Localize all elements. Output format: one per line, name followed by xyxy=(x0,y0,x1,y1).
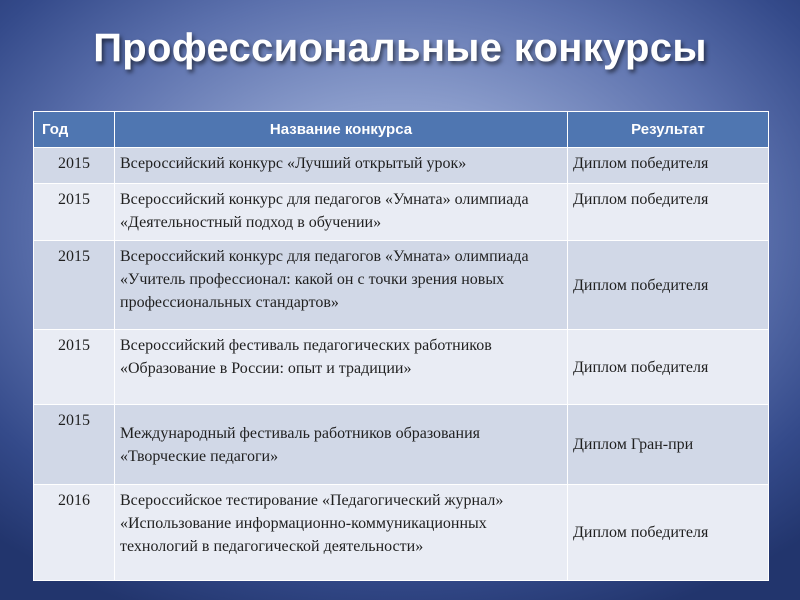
cell-competition-name: Всероссийский фестиваль педагогических работников «Образование в России: опыт и традиции» xyxy=(115,330,568,405)
cell-result: Диплом победителя xyxy=(568,184,769,241)
cell-result: Диплом победителя xyxy=(568,148,769,184)
table-row xyxy=(34,241,769,330)
cell-result: Диплом Гран-при xyxy=(568,405,769,485)
cell-year: 2016 xyxy=(34,485,115,581)
header-competition-name: Название конкурса xyxy=(115,112,568,148)
cell-competition-name: Международный фестиваль работников образования «Творческие педагоги» xyxy=(115,405,568,485)
header-year: Год xyxy=(34,112,115,148)
table-row xyxy=(34,485,769,581)
cell-year: 2015 xyxy=(34,241,115,330)
table-row xyxy=(34,330,769,405)
cell-year: 2015 xyxy=(34,148,115,184)
cell-result: Диплом победителя xyxy=(568,241,769,330)
cell-result: Диплом победителя xyxy=(568,485,769,581)
competitions-table xyxy=(33,111,769,581)
cell-year: 2015 xyxy=(34,330,115,405)
table-row xyxy=(34,184,769,241)
cell-competition-name: Всероссийское тестирование «Педагогический журнал» «Использование информационно-коммуникационных технологий в педагогической деятельности» xyxy=(115,485,568,581)
header-result: Результат xyxy=(568,112,769,148)
cell-year: 2015 xyxy=(34,405,115,485)
slide-title: Профессиональные конкурсы xyxy=(93,26,707,70)
cell-competition-name: Всероссийский конкурс для педагогов «Умната» олимпиада «Учитель профессионал: какой он с точки зрения новых профессиональных стандартов» xyxy=(115,241,568,330)
cell-year: 2015 xyxy=(34,184,115,241)
cell-competition-name: Всероссийский конкурс для педагогов «Умната» олимпиада «Деятельностный подход в обучении» xyxy=(115,184,568,241)
table-header-row xyxy=(34,112,769,148)
table-row xyxy=(34,148,769,184)
table-row xyxy=(34,405,769,485)
cell-competition-name: Всероссийский конкурс «Лучший открытый урок» xyxy=(115,148,568,184)
cell-result: Диплом победителя xyxy=(568,330,769,405)
